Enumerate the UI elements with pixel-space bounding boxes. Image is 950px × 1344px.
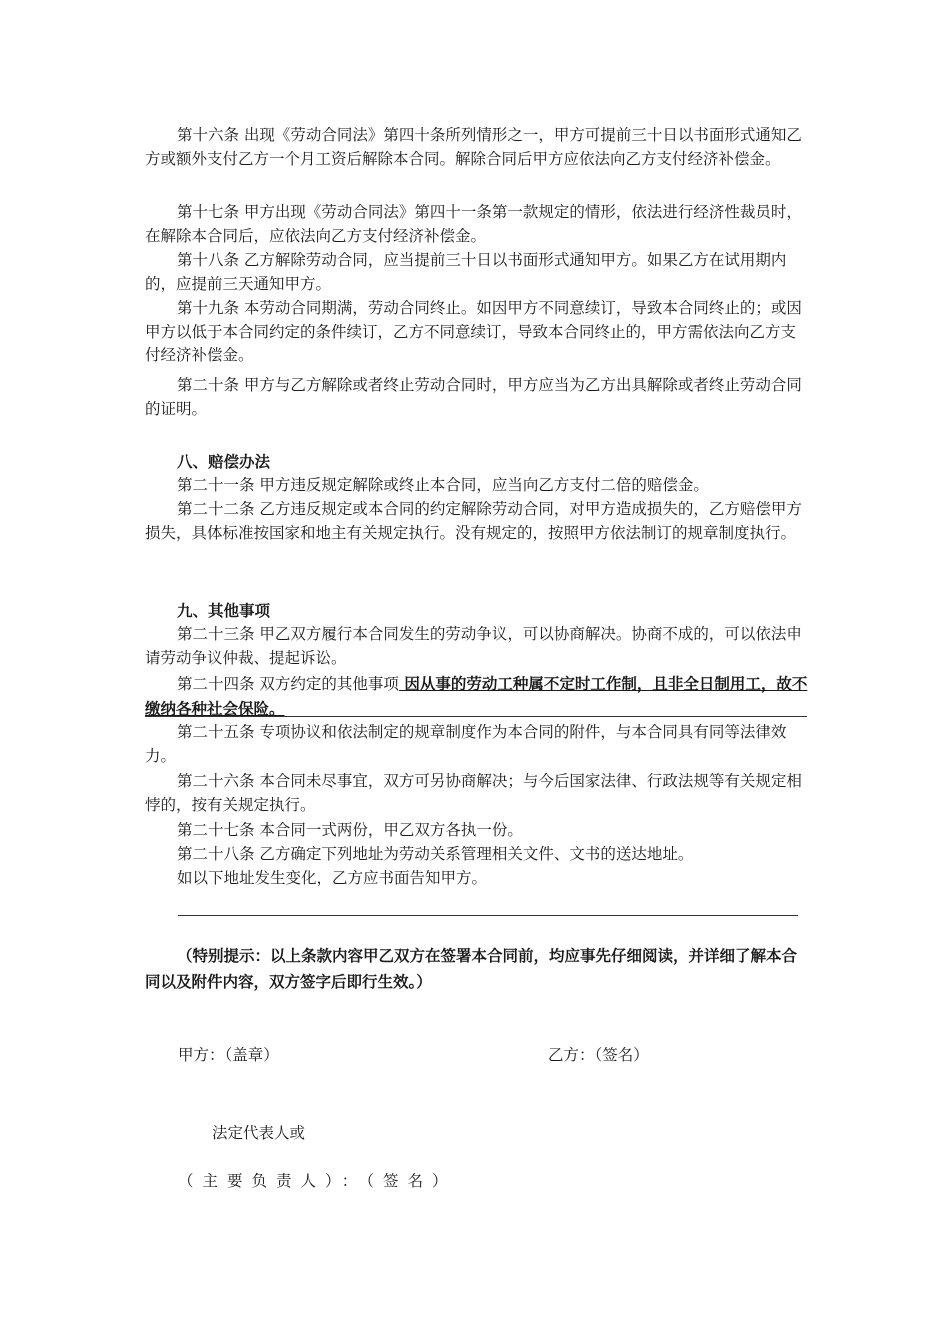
article-28-note: 如以下地址发生变化，乙方应书面告知甲方。 (177, 869, 488, 887)
legal-representative-label: 法定代表人或 (212, 1124, 306, 1142)
article-26: 第二十六条 本合同未尽事宜，双方可另协商解决；与今后国家法律、行政法规等有关规定相悖的，按有关规定执行。 (145, 772, 802, 814)
article-25: 第二十五条 专项协议和依法制定的规章制度作为本合同的附件，与本合同具有同等法律效力。 (145, 723, 787, 765)
section-8-heading: 八、赔偿办法 (177, 452, 271, 471)
article-23: 第二十三条 甲乙双方履行本合同发生的劳动争议，可以协商解决。协商不成的，可以依法申请劳动争议仲裁、提起诉讼。 (145, 625, 802, 667)
article-17: 第十七条 甲方出现《劳动合同法》第四十一条第一款规定的情形，依法进行经济性裁员时，在解除本合同后，应依法向乙方支付经济补偿金。 (145, 203, 802, 245)
article-20: 第二十条 甲方与乙方解除或者终止劳动合同时，甲方应当为乙方出具解除或者终止劳动合同的证明。 (145, 376, 802, 418)
article-24-underline (145, 716, 807, 717)
article-24 (145, 672, 810, 721)
section-9-heading: 九、其他事项 (177, 601, 271, 620)
article-27: 第二十七条 本合同一式两份，甲乙双方各执一份。 (177, 821, 523, 839)
article-21: 第二十一条 甲方违反规定解除或终止本合同，应当向乙方支付二倍的赔偿金。 (177, 476, 709, 494)
article-24-filled-text: 因从事的劳动工种属不定时工作制，且非全日制用工，故不缴纳各种社会保险。 (145, 674, 808, 718)
address-blank-line[interactable] (178, 915, 798, 916)
article-22: 第二十二条 乙方违反规定或本合同的约定解除劳动合同，对甲方造成损失的，乙方赔偿甲方损失，具体标准按国家和地主有关规定执行。没有规定的，按照甲方依法制订的规章制度执行。 (145, 500, 802, 542)
article-24-prefix: 第二十四条 双方约定的其他事项 (177, 675, 399, 693)
article-19: 第十九条 本劳动合同期满，劳动合同终止。如因甲方不同意续订，导致本合同终止的；或因甲方以低于本合同约定的条件续订，乙方不同意续订，导致本合同终止的，甲方需依法向乙方支付经济补偿金。 (145, 299, 802, 364)
principal-signature: （主要负责人）：（签名） (178, 1172, 457, 1190)
article-28: 第二十八条 乙方确定下列地址为劳动关系管理相关文件、文书的送达地址。 (177, 845, 694, 863)
party-a-seal: 甲方：（盖章） (178, 1046, 279, 1064)
article-18: 第十八条 乙方解除劳动合同，应当提前三十日以书面形式通知甲方。如果乙方在试用期内的，应提前三天通知甲方。 (145, 251, 787, 293)
special-notice: （特别提示：以上条款内容甲乙双方在签署本合同前，均应事先仔细阅读，并详细了解本合同以及附件内容，双方签字后即行生效。） (145, 946, 798, 991)
party-b-signature: 乙方：（签名） (548, 1046, 649, 1064)
article-16: 第十六条 出现《劳动合同法》第四十条所列情形之一，甲方可提前三十日以书面形式通知乙方或额外支付乙方一个月工资后解除本合同。解除合同后甲方应依法向乙方支付经济补偿金。 (145, 126, 802, 168)
